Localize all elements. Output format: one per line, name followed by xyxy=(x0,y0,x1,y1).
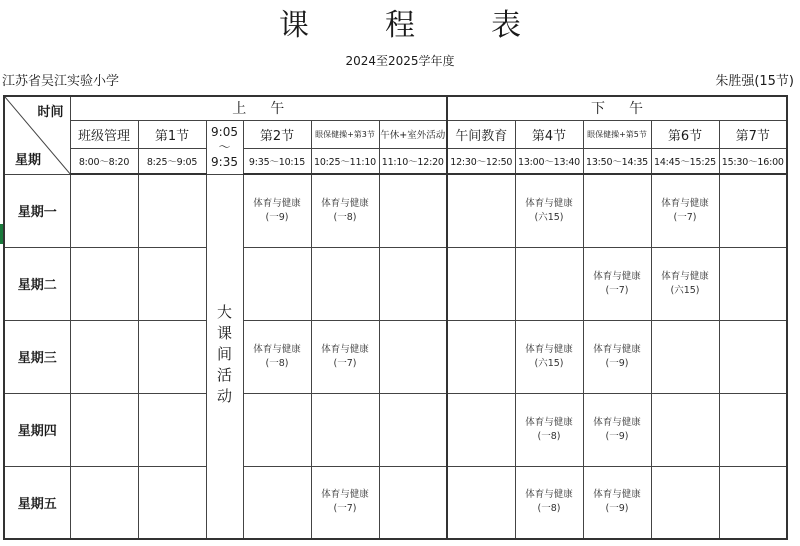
period-time: 8:25～9:05 xyxy=(138,148,206,174)
day-row xyxy=(4,466,787,539)
subject-name: 体育与健康 xyxy=(525,343,573,355)
period-time: 8:00～8:20 xyxy=(70,148,138,174)
day-label: 星期四 xyxy=(4,393,70,466)
day-row xyxy=(4,393,787,466)
class-name: (一8) xyxy=(265,357,289,369)
schedule-cell xyxy=(138,174,206,247)
schedule-cell xyxy=(379,466,447,539)
period-label: 午间教育 xyxy=(447,120,515,148)
pm-header: 下午 xyxy=(447,96,787,120)
timetable xyxy=(3,95,788,540)
schedule-cell xyxy=(583,393,651,466)
class-name: (一7) xyxy=(333,357,357,369)
class-name: (六15) xyxy=(534,357,564,369)
day-row xyxy=(4,247,787,320)
schedule-cell xyxy=(243,320,311,393)
schedule-cell xyxy=(515,320,583,393)
schedule-cell xyxy=(515,247,583,320)
class-name: (一9) xyxy=(605,503,629,515)
break-start: 9:05 xyxy=(211,124,238,139)
subject-name: 体育与健康 xyxy=(321,489,369,501)
schedule-cell xyxy=(515,174,583,247)
subject-name: 体育与健康 xyxy=(253,197,301,209)
schedule-cell xyxy=(311,320,379,393)
day-row xyxy=(4,320,787,393)
schedule-cell xyxy=(719,174,787,247)
schedule-cell xyxy=(379,247,447,320)
period-time: 15:30～16:00 xyxy=(719,148,787,174)
class-name: (一8) xyxy=(333,211,357,223)
class-entry xyxy=(516,343,583,371)
class-name: (一7) xyxy=(673,211,697,223)
break-time-cell xyxy=(206,120,243,174)
class-name: (一7) xyxy=(333,503,357,515)
schedule-cell xyxy=(70,320,138,393)
period-label: 午休+室外活动 xyxy=(379,120,447,148)
schedule-cell xyxy=(719,320,787,393)
schedule-cell xyxy=(70,247,138,320)
subject-name: 体育与健康 xyxy=(321,197,369,209)
subject-name: 体育与健康 xyxy=(593,343,641,355)
school-name: 江苏省吴江实验小学 xyxy=(2,74,120,89)
class-name: (一7) xyxy=(605,284,629,296)
class-entry xyxy=(516,197,583,225)
schedule-cell xyxy=(447,320,515,393)
subject-name: 体育与健康 xyxy=(593,270,641,282)
period-time: 13:00～13:40 xyxy=(515,148,583,174)
period-label: 第4节 xyxy=(515,120,583,148)
period-label: 第7节 xyxy=(719,120,787,148)
schedule-cell xyxy=(719,393,787,466)
subject-name: 体育与健康 xyxy=(525,489,573,501)
period-label: 第6节 xyxy=(651,120,719,148)
schedule-cell xyxy=(651,393,719,466)
page-title: 课程表 xyxy=(279,8,597,43)
period-time: 9:35～10:15 xyxy=(243,148,311,174)
schedule-cell xyxy=(447,174,515,247)
schedule-cell xyxy=(651,466,719,539)
schedule-cell xyxy=(447,247,515,320)
schedule-cell xyxy=(515,393,583,466)
schedule-cell xyxy=(138,466,206,539)
schedule-cell xyxy=(379,320,447,393)
class-entry xyxy=(516,416,583,444)
schedule-cell xyxy=(379,174,447,247)
class-name: (一9) xyxy=(265,211,289,223)
day-row xyxy=(4,174,787,247)
subject-name: 体育与健康 xyxy=(593,489,641,501)
corner-time-label: 时间 xyxy=(37,105,64,120)
school-year: 2024至2025学年度 xyxy=(345,54,455,68)
class-name: (一9) xyxy=(605,430,629,442)
class-entry xyxy=(312,343,379,371)
subject-name: 体育与健康 xyxy=(253,343,301,355)
subject-name: 体育与健康 xyxy=(593,416,641,428)
schedule-cell xyxy=(447,393,515,466)
schedule-cell xyxy=(379,393,447,466)
schedule-cell xyxy=(651,320,719,393)
schedule-cell xyxy=(583,466,651,539)
day-label: 星期二 xyxy=(4,247,70,320)
schedule-cell xyxy=(70,466,138,539)
class-entry xyxy=(244,197,311,225)
schedule-cell xyxy=(583,174,651,247)
schedule-cell xyxy=(243,466,311,539)
class-entry xyxy=(312,488,379,516)
schedule-cell xyxy=(583,247,651,320)
day-label: 星期一 xyxy=(4,174,70,247)
teacher-name: 朱胜强(15节) xyxy=(715,74,794,89)
period-label: 班级管理 xyxy=(70,120,138,148)
class-entry xyxy=(652,197,719,225)
class-entry xyxy=(652,270,719,298)
subject-name: 体育与健康 xyxy=(661,270,709,282)
day-rows xyxy=(4,174,787,539)
break-end: 9:35 xyxy=(211,154,238,169)
period-label: 眼保健操+第5节 xyxy=(583,120,651,148)
class-entry xyxy=(516,488,583,516)
schedule-cell xyxy=(70,393,138,466)
class-name: (六15) xyxy=(534,211,564,223)
schedule-cell xyxy=(138,247,206,320)
period-label: 第1节 xyxy=(138,120,206,148)
schedule-cell xyxy=(243,393,311,466)
schedule-cell xyxy=(719,247,787,320)
class-name: (一8) xyxy=(537,503,561,515)
class-entry xyxy=(312,197,379,225)
schedule-cell xyxy=(515,466,583,539)
period-time: 12:30～12:50 xyxy=(447,148,515,174)
schedule-cell xyxy=(583,320,651,393)
day-label: 星期三 xyxy=(4,320,70,393)
schedule-cell xyxy=(311,174,379,247)
class-entry xyxy=(584,416,651,444)
schedule-cell xyxy=(311,393,379,466)
period-time: 13:50～14:35 xyxy=(583,148,651,174)
schedule-cell xyxy=(651,247,719,320)
big-break-cell xyxy=(206,174,243,539)
period-time: 10:25～11:10 xyxy=(311,148,379,174)
class-name: (六15) xyxy=(670,284,700,296)
break-sep: ～ xyxy=(218,139,231,154)
subject-name: 体育与健康 xyxy=(321,343,369,355)
schedule-cell xyxy=(311,466,379,539)
period-time: 14:45～15:25 xyxy=(651,148,719,174)
class-name: (一9) xyxy=(605,357,629,369)
schedule-cell xyxy=(243,174,311,247)
class-entry xyxy=(584,488,651,516)
schedule-cell xyxy=(243,247,311,320)
class-entry xyxy=(584,270,651,298)
am-header: 上午 xyxy=(70,96,447,120)
schedule-cell xyxy=(719,466,787,539)
schedule-cell xyxy=(447,466,515,539)
schedule-cell xyxy=(138,320,206,393)
period-label: 眼保健操+第3节 xyxy=(311,120,379,148)
subject-name: 体育与健康 xyxy=(661,197,709,209)
class-entry xyxy=(584,343,651,371)
schedule-cell xyxy=(651,174,719,247)
class-entry xyxy=(244,343,311,371)
period-time: 11:10～12:20 xyxy=(379,148,447,174)
schedule-cell xyxy=(311,247,379,320)
subject-name: 体育与健康 xyxy=(525,197,573,209)
day-label: 星期五 xyxy=(4,466,70,539)
big-break-label: 大课间活动 xyxy=(215,303,233,409)
corner-cell xyxy=(4,96,70,174)
schedule-cell xyxy=(70,174,138,247)
schedule-cell xyxy=(138,393,206,466)
corner-day-label: 星期 xyxy=(15,152,42,168)
period-label: 第2节 xyxy=(243,120,311,148)
class-name: (一8) xyxy=(537,430,561,442)
subject-name: 体育与健康 xyxy=(525,416,573,428)
